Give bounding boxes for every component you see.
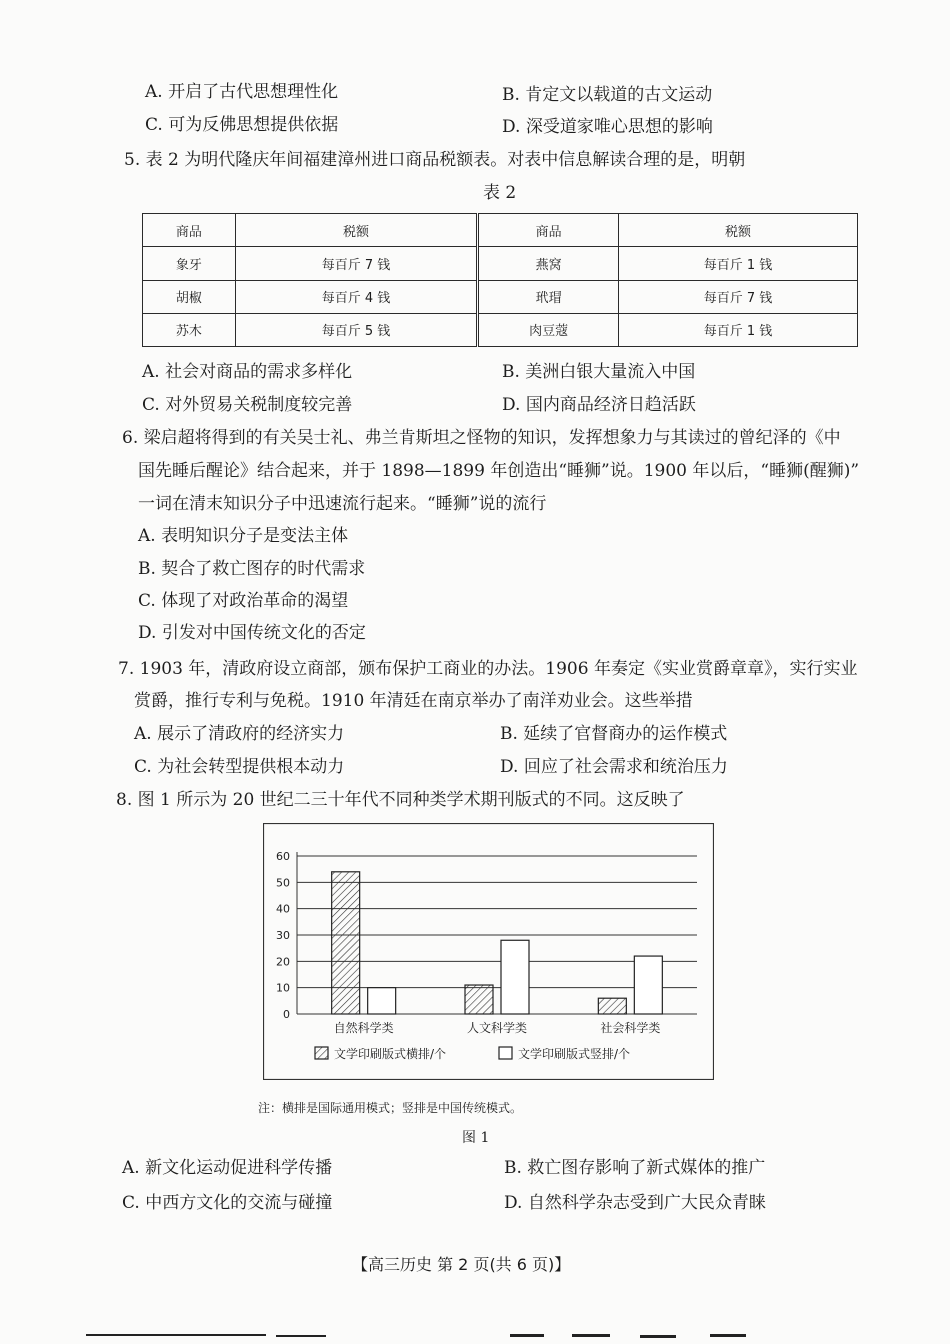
- table-cell: 每百斤 7 钱: [619, 280, 858, 313]
- q6-option-c: C. 体现了对政治革命的渴望: [138, 591, 349, 611]
- bar-vertical-layout: [634, 956, 662, 1014]
- table-header-cell: 税额: [619, 214, 858, 247]
- q5-stem: 5. 表 2 为明代隆庆年间福建漳州进口商品税额表。对表中信息解读合理的是，明朝: [124, 150, 746, 170]
- scan-artifact: [710, 1334, 746, 1337]
- table-title: 表 2: [483, 183, 517, 203]
- q7-option-b: B. 延续了官督商办的运作模式: [500, 724, 728, 744]
- y-tick-label: 10: [276, 981, 290, 995]
- table-cell: 每百斤 5 钱: [235, 313, 477, 346]
- table-cell: 每百斤 7 钱: [235, 247, 477, 280]
- tax-table: [142, 213, 858, 347]
- chart-note: 注：横排是国际通用模式；竖排是中国传统模式。: [258, 1101, 523, 1115]
- bar-vertical-layout: [501, 940, 529, 1014]
- bar-horizontal-layout: [598, 998, 626, 1014]
- q8-option-d: D. 自然科学杂志受到广大民众青睐: [504, 1193, 766, 1213]
- q6-stem-line3: 一词在清末知识分子中迅速流行起来。“睡狮”说的流行: [138, 494, 547, 514]
- q7-option-c: C. 为社会转型提供根本动力: [134, 757, 345, 777]
- q6-option-b: B. 契合了救亡图存的时代需求: [138, 559, 366, 579]
- table-header-cell: 商品: [478, 214, 619, 247]
- scan-artifact: [572, 1334, 610, 1337]
- q8-option-b: B. 救亡图存影响了新式媒体的推广: [504, 1158, 766, 1178]
- x-category-label: 自然科学类: [333, 1021, 394, 1035]
- q8-option-c: C. 中西方文化的交流与碰撞: [122, 1193, 333, 1213]
- bar-horizontal-layout: [332, 872, 360, 1014]
- x-category-label: 社会科学类: [600, 1021, 661, 1035]
- table-cell: 每百斤 1 钱: [619, 313, 858, 346]
- scan-artifact: [510, 1334, 544, 1337]
- table-cell: 每百斤 1 钱: [619, 247, 858, 280]
- table-row: [143, 280, 858, 313]
- y-tick-label: 50: [276, 876, 290, 890]
- q5-option-b: B. 美洲白银大量流入中国: [502, 362, 696, 382]
- scan-artifact: [640, 1335, 676, 1338]
- table-header-cell: 商品: [143, 214, 236, 247]
- scan-artifact: [86, 1334, 266, 1336]
- q5-option-c: C. 对外贸易关税制度较完善: [142, 395, 353, 415]
- bar-chart: [263, 823, 714, 1080]
- q4-option-a: A. 开启了古代思想理性化: [145, 82, 339, 102]
- bar-horizontal-layout: [465, 985, 493, 1014]
- y-tick-label: 60: [276, 850, 290, 863]
- q5-option-d: D. 国内商品经济日趋活跃: [502, 395, 696, 415]
- page-footer: 【高三历史 第 2 页(共 6 页)】: [352, 1255, 571, 1274]
- q7-stem-line2: 赏爵，推行专利与免税。1910 年清廷在南京举办了南洋劝业会。这些举措: [134, 691, 693, 711]
- x-category-label: 人文科学类: [466, 1021, 528, 1035]
- q5-option-a: A. 社会对商品的需求多样化: [142, 362, 353, 382]
- legend-label: 文学印刷版式竖排/个: [518, 1047, 631, 1061]
- q6-stem-line1: 6. 梁启超将得到的有关吴士礼、弗兰肯斯坦之怪物的知识，发挥想象力与其读过的曾纪泽的《中: [122, 428, 841, 448]
- q7-option-d: D. 回应了社会需求和统治压力: [500, 757, 728, 777]
- q8-stem: 8. 图 1 所示为 20 世纪二三十年代不同种类学术期刊版式的不同。这反映了: [116, 790, 685, 810]
- table-header-cell: 税额: [235, 214, 477, 247]
- table-cell: 苏木: [143, 313, 236, 346]
- scan-artifact: [276, 1335, 326, 1337]
- y-tick-label: 0: [283, 1008, 290, 1021]
- table-row: [143, 313, 858, 346]
- q4-option-b: B. 肯定文以载道的古文运动: [502, 85, 713, 105]
- q7-option-a: A. 展示了清政府的经济实力: [134, 724, 345, 744]
- y-tick-label: 40: [276, 902, 290, 916]
- bar-vertical-layout: [368, 988, 396, 1014]
- q8-option-a: A. 新文化运动促进科学传播: [122, 1158, 333, 1178]
- q4-option-d: D. 深受道家唯心思想的影响: [502, 117, 713, 137]
- legend-swatch: [315, 1047, 328, 1059]
- q6-option-a: A. 表明知识分子是变法主体: [138, 526, 349, 546]
- table-cell: 胡椒: [143, 280, 236, 313]
- table-row: [143, 247, 858, 280]
- table-header-row: [143, 214, 858, 247]
- q6-stem-line2: 国先睡后醒论》结合起来，并于 1898—1899 年创造出“睡狮”说。1900 年以后，“睡狮(醒狮)”: [138, 461, 860, 481]
- y-tick-label: 20: [276, 955, 290, 969]
- legend-label: 文学印刷版式横排/个: [334, 1047, 447, 1061]
- table-cell: 象牙: [143, 247, 236, 280]
- q7-stem-line1: 7. 1903 年，清政府设立商部，颁布保护工商业的办法。1906 年奏定《实业赏爵章章》，实行实业: [118, 659, 858, 679]
- chart-frame: [264, 824, 714, 1080]
- legend-swatch: [499, 1047, 512, 1059]
- table-cell: 燕窝: [478, 247, 619, 280]
- q4-option-c: C. 可为反佛思想提供依据: [145, 115, 339, 135]
- q6-option-d: D. 引发对中国传统文化的否定: [138, 623, 366, 643]
- table-cell: 每百斤 4 钱: [235, 280, 477, 313]
- table-cell: 玳瑁: [478, 280, 619, 313]
- table-cell: 肉豆蔻: [478, 313, 619, 346]
- figure-caption: 图 1: [462, 1130, 490, 1146]
- y-tick-label: 30: [276, 929, 290, 942]
